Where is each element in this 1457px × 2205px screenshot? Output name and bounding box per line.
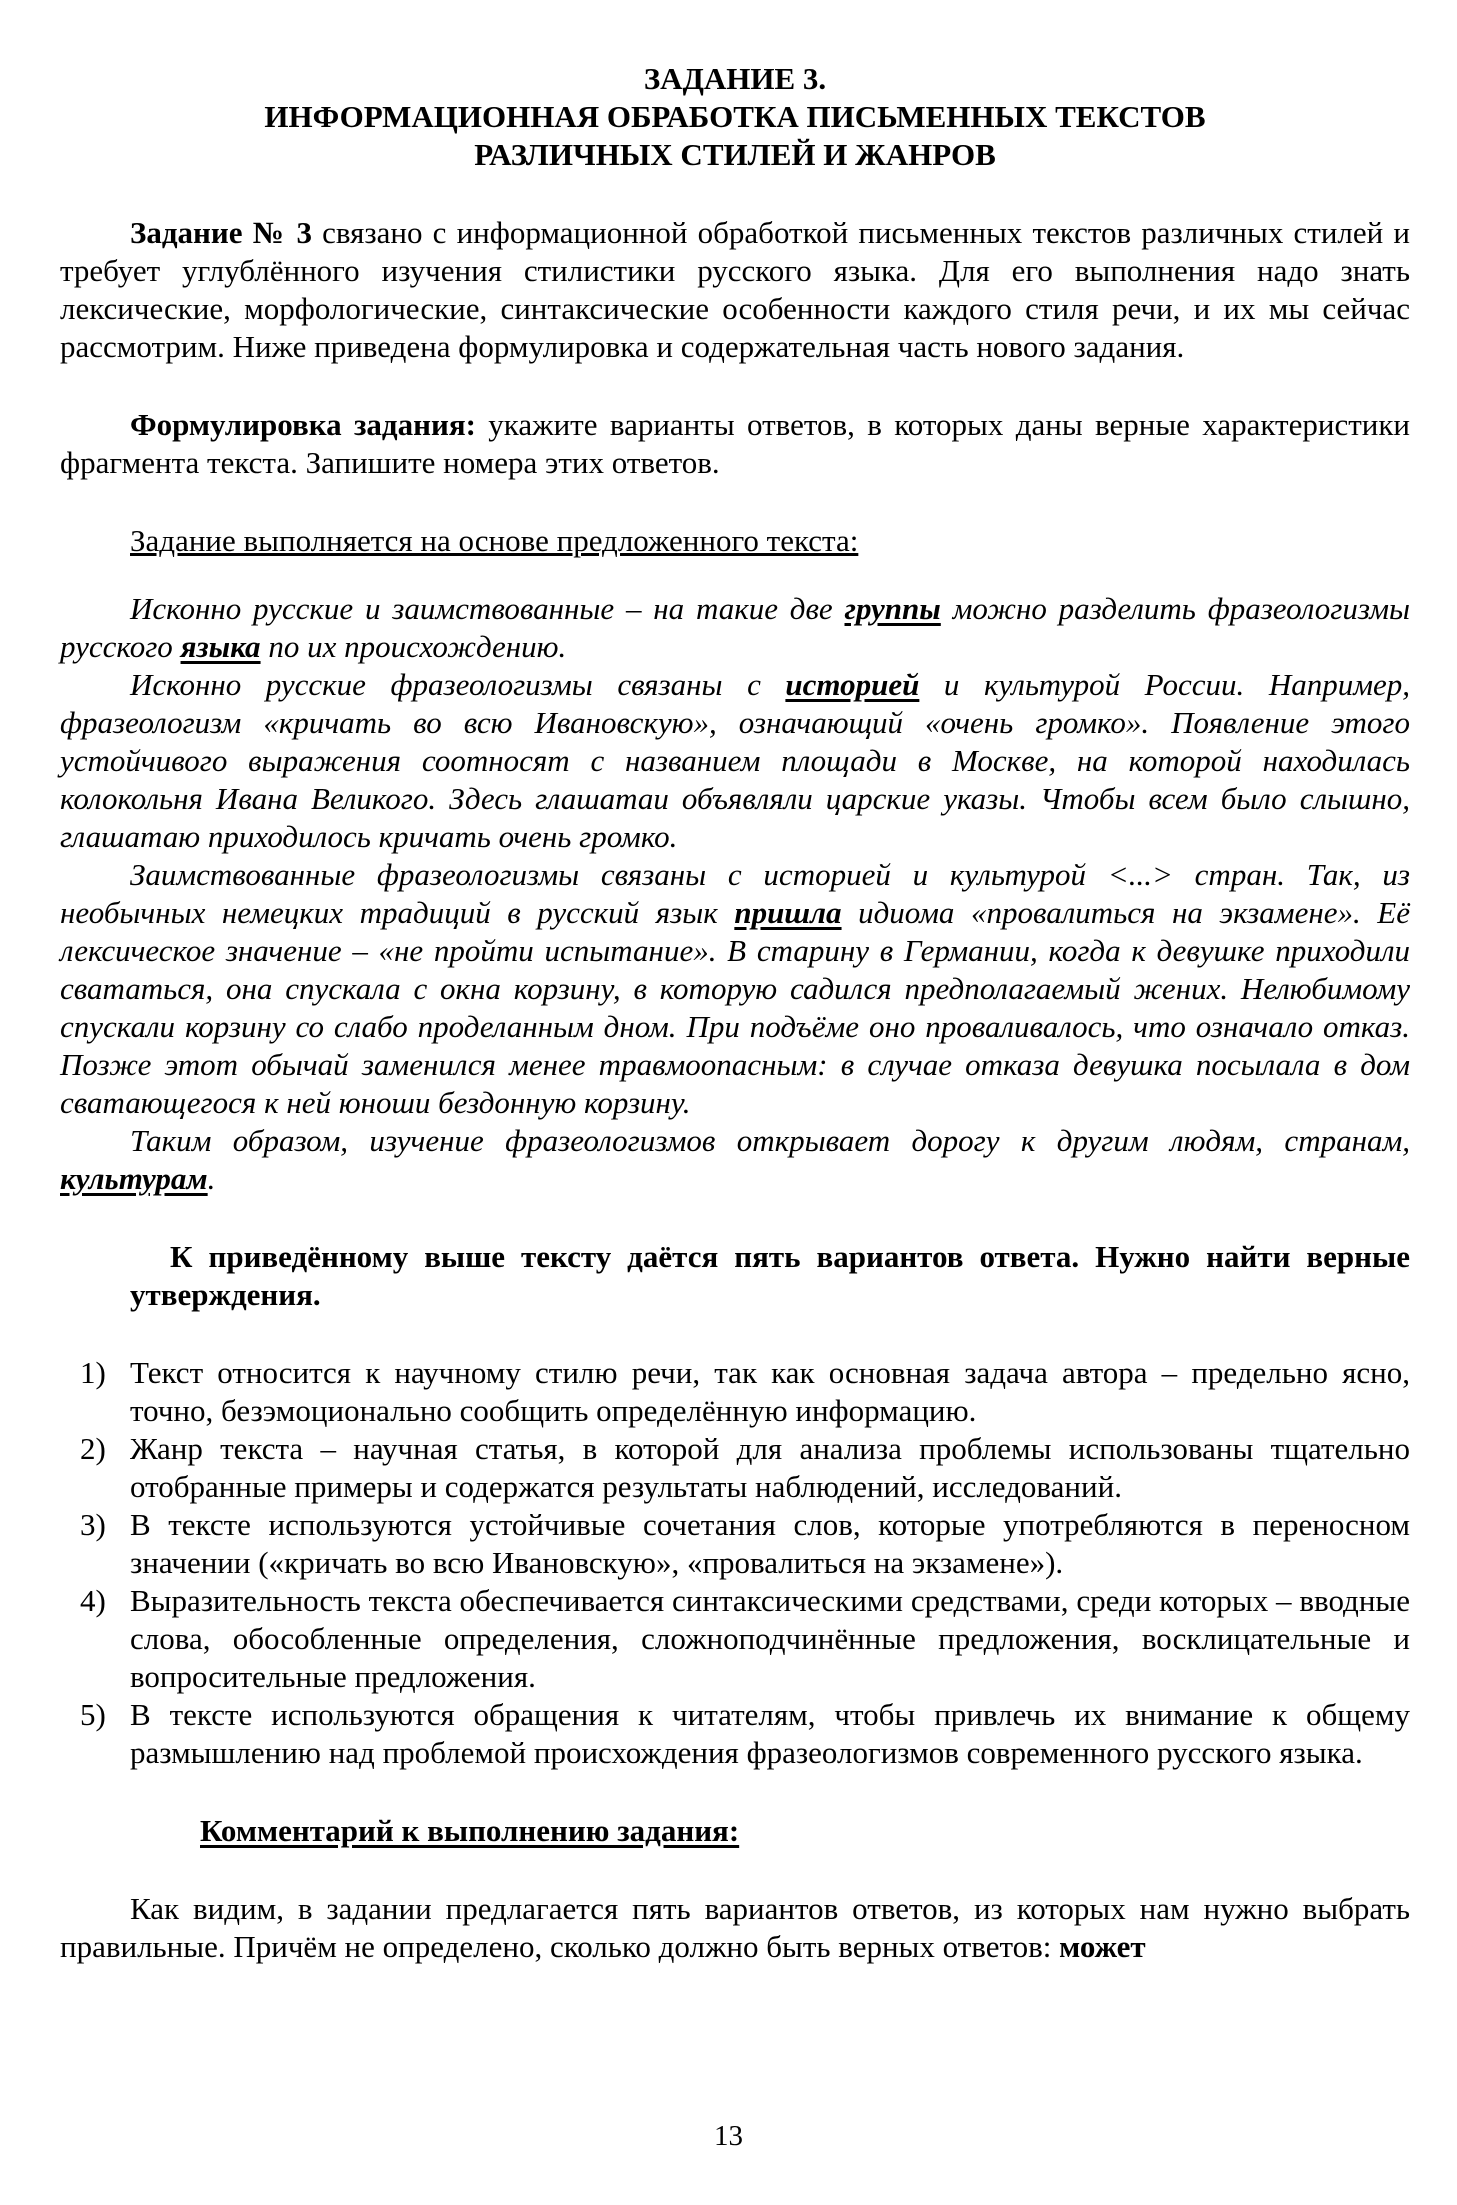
page-content [60,60,1410,1966]
sample-paragraph-4 [60,1122,1410,1198]
answer-text: Жанр текста – научная статья, в которой для анализа проблемы использованы тщательно отобранные примеры и содержатся результаты наблюдений, исследований. [130,1431,1410,1504]
emphasized-word: пришла [734,895,842,930]
sample-text-fragment: можно разделить фразеологизмы русского [60,591,1410,664]
sample-paragraph-2 [60,666,1410,856]
answer-number: 1) [80,1355,106,1390]
formulation-text: укажите варианты ответов, в которых даны верные характеристики фрагмента текста. Запишите номера этих ответов. [60,407,1411,480]
emphasized-word: культурам [60,1161,208,1196]
sample-text-fragment: Таким образом, изучение фразеологизмов открывает дорогу к другим людям, странам, [130,1123,1410,1158]
emphasized-word: историей [785,667,920,702]
comment-heading: Комментарий к выполнению задания: [200,1813,740,1848]
sample-text-fragment: и культурой России. Например, фразеологизм «кричать во всю Ивановскую», означающий «очень громко». Появление этого устойчивого выражения соотносят с названием площади в Москве, на которой находилась колокольня Ивана Великого. Здесь глашатаи объявляли царские указы. Чтобы всем было слышно, глашатаю приходилось кричать очень громко. [60,667,1410,854]
sample-text-fragment: Заимствованные фразеологизмы связаны с историей и культурой <...> стран. Так, из необычных немецких традиций в русский язык [60,857,1410,930]
comment-bold-tail: может [1059,1929,1146,1964]
answer-options-list [60,1354,1410,1772]
sample-text-fragment: по их происхождению. [260,629,567,664]
intro-bold-lead: Задание № 3 [130,215,312,250]
source-text-heading: Задание выполняется на основе предложенного текста: [130,523,859,558]
sample-text-fragment: идиома «провалиться на экзамене». Её лексическое значение – «не пройти испытание». В старину в Германии, когда к девушке приходили свататься, она спускала с окна корзину, в которую садился предполагаемый жених. Нелюбимому спускали корзину со слабо проделанным дном. При подъёме оно проваливалось, что означало отказ. Позже этот обычай заменился менее травмоопасным: в случае отказа девушка посылала в дом сватающегося к ней юноши бездонную корзину. [60,895,1410,1120]
sample-paragraph-3 [60,856,1410,1122]
sample-text [60,590,1410,1198]
answer-text: В тексте используются обращения к читателям, чтобы привлечь их внимание к общему размышлению над проблемой происхождения фразеологизмов современного русского языка. [130,1697,1410,1770]
comment-text: Как видим, в задании предлагается пять вариантов ответов, из которых нам нужно выбрать правильные. Причём не определено, сколько должно быть верных ответов: [60,1891,1410,1964]
answer-number: 2) [80,1431,106,1466]
formulation-paragraph [60,406,1410,482]
answer-text: В тексте используются устойчивые сочетания слов, которые употребляются в переносном значении («кричать во всю Ивановскую», «провалиться на экзамене»). [130,1507,1410,1580]
title-line-2: ИНФОРМАЦИОННАЯ ОБРАБОТКА ПИСЬМЕННЫХ ТЕКСТОВ [264,99,1206,134]
sample-paragraph-1 [60,590,1410,666]
answer-option [60,1354,1410,1430]
comment-paragraph [60,1890,1410,1966]
emphasized-word: языка [180,629,261,664]
answer-text: Выразительность текста обеспечивается синтаксическими средствами, среди которых – вводные слова, обособленные определения, сложноподчинённые предложения, восклицательные и вопросительные предложения. [130,1583,1410,1694]
answer-text: Текст относится к научному стилю речи, так как основная задача автора – предельно ясно, точно, безэмоционально сообщить определённую информацию. [130,1355,1410,1428]
title-line-1: ЗАДАНИЕ 3. [643,61,827,96]
title-line-3: РАЗЛИЧНЫХ СТИЛЕЙ И ЖАНРОВ [474,137,996,172]
answer-option [60,1430,1410,1506]
sample-text-fragment: Исконно русские и заимствованные – на такие две [130,591,845,626]
emphasized-word: группы [844,591,941,626]
answer-number: 5) [80,1697,106,1732]
page-number: 13 [714,2120,743,2152]
sample-text-fragment: . [207,1161,216,1196]
answers-intro: К приведённому выше тексту даётся пять вариантов ответа. Нужно найти верные утверждения. [130,1239,1410,1312]
sample-text-fragment: Исконно русские фразеологизмы связаны с [130,667,786,702]
intro-text: связано с информационной обработкой письменных текстов различных стилей и требует углублённого изучения стилистики русского языка. Для его выполнения надо знать лексические, морфологические, синтаксические особенности каждого стиля речи, и их мы сейчас рассмотрим. Ниже приведена формулировка и содержательная часть нового задания. [60,215,1410,364]
answer-option [60,1696,1410,1772]
answer-number: 4) [80,1583,106,1618]
page-title [60,60,1410,174]
answer-option [60,1582,1410,1696]
answer-option [60,1506,1410,1582]
formulation-bold-lead: Формулировка задания: [130,407,476,442]
answer-number: 3) [80,1507,106,1542]
intro-paragraph [60,214,1410,366]
